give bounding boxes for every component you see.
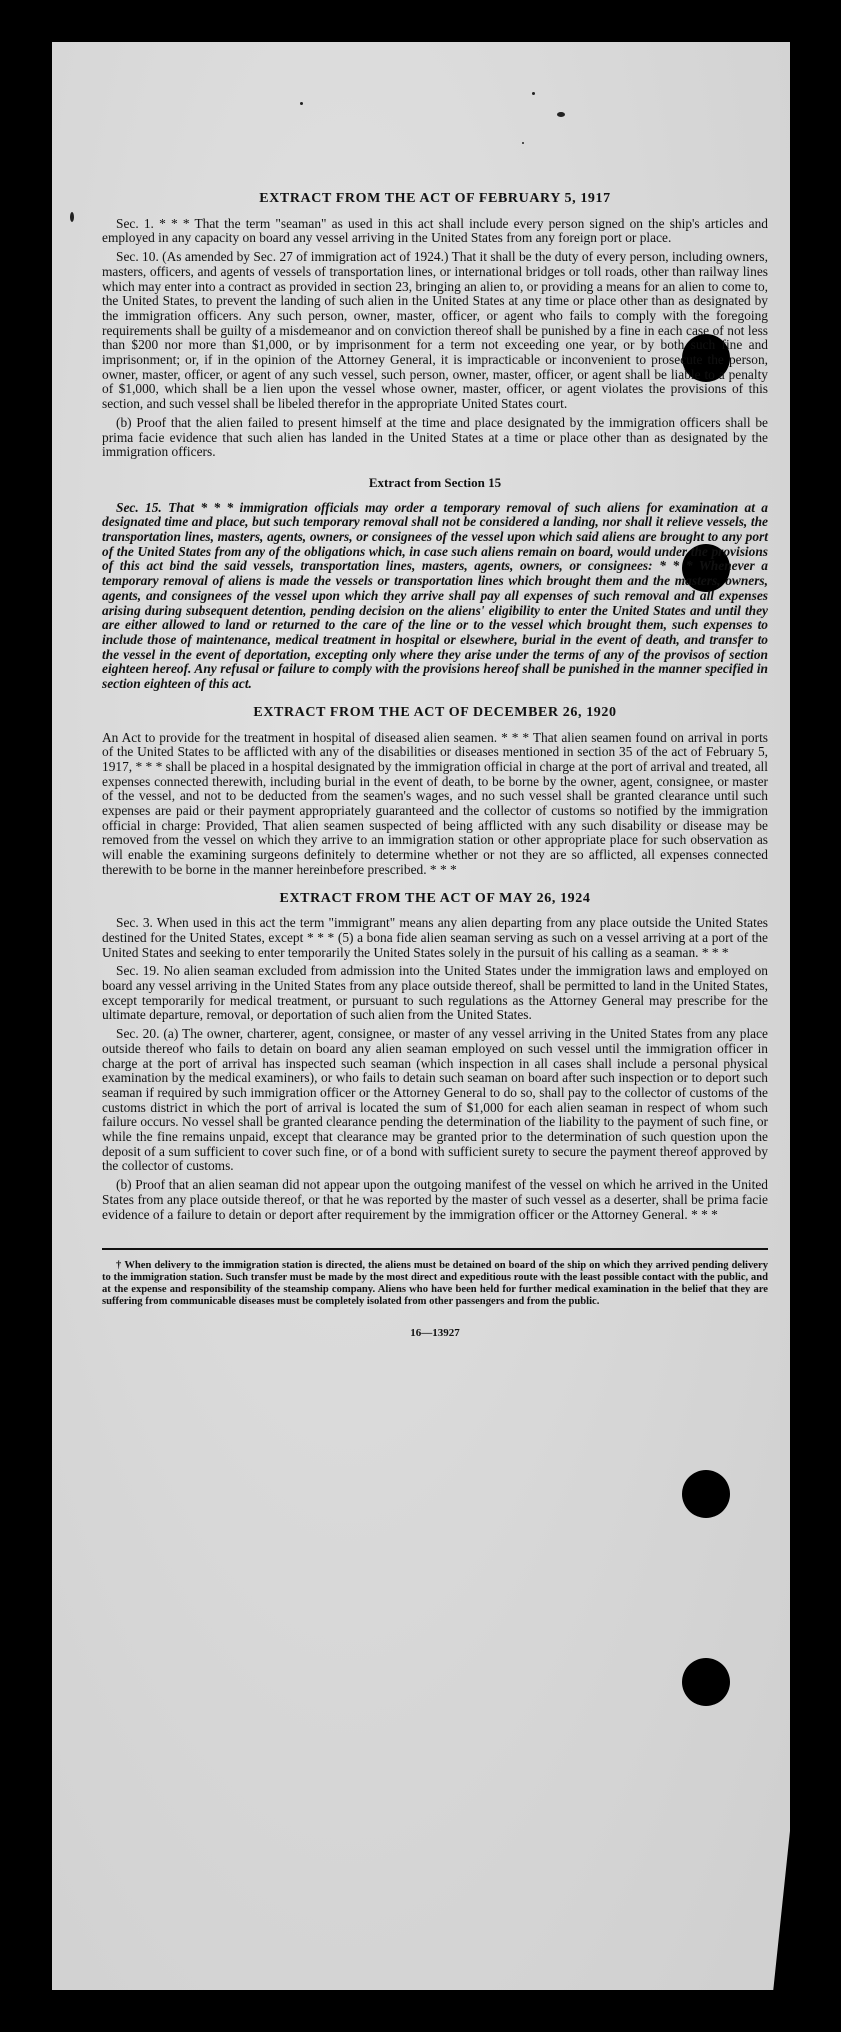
heading-act-1924: EXTRACT FROM THE ACT OF MAY 26, 1924 [279, 890, 591, 906]
sec-20b-text: (b) Proof that an alien seaman did not appear upon the outgoing manifest of the vessel on which he arrived in the United States from any place outside thereof, or that he was reported by the master of such vessel as a deserter, shall be prima facie evidence of a failure to detain or deport after requirement by the immigration officer or the Attorney General. * * * [102, 1177, 768, 1222]
act-1920-text: An Act to provide for the treatment in hospital of diseased alien seamen. * * * That alien seamen found on arrival in ports of the United States to be afflicted with any of the disabilities or diseases mentioned in section 35 of the act of February 5, 1917, * * * shall be placed in a hospital designated by the immigration official in charge at the port of arrival and treated, all expenses connected therewith, including burial in the event of death, to be borne by the owner, agent, consignee, or master of the vessel, and not to be deducted from the seamen's wages, and no such vessel shall be granted clearance until such expenses are paid or their payment appropriately guaranteed and the collector of customs so notified by the immigration official in charge: Provided, That alien seamen suspected of being afflicted with any such disability or disease may be removed from the vessel on which they arrive to an immigration station or other appropriate place for such observation as will enable the examining surgeons definitely to determine whether or not they are so afflicted, all expenses connected therewith to be borne in the manner hereinbefore prescribed. * * * [102, 729, 768, 877]
subheading-section-15: Extract from Section 15 [368, 474, 502, 490]
section-15-paragraph [102, 501, 768, 692]
punch-hole [682, 1658, 730, 1706]
sec-20a-text: Sec. 20. (a) The owner, charterer, agent, consignee, or master of any vessel arriving in the United States from any place outside thereof who fails to detain on board any alien seaman employed on such vessel until the immigration officer in charge at the port of arrival has inspected such seaman (which inspection in all cases shall include a personal physical examination by the medical examiners), or who fails to detain such seaman on board after such inspection or to deport such seaman if required by such immigration officer or the Attorney General to do so, shall pay to the collector of customs of the customs district in which the port of arrival is located the sum of $1,000 for each alien seaman in respect of whom such failure occurs. No vessel shall be granted clearance pending the determination of the liability to the payment of such fine, or while the fine remains unpaid, except that clearance may be granted prior to the determination of such question upon the deposit of a sum sufficient to cover such fine, or of a bond with sufficient surety to secure the payment thereof approved by the collector of customs. [102, 1026, 768, 1174]
sec-10-text: Sec. 10. (As amended by Sec. 27 of immigration act of 1924.) That it shall be the duty of every person, including owners, masters, officers, and agents of vessels of transportation lines, or international bridges or toll roads, other than railway lines which may enter into a contract as provided in section 23, bringing an alien to, or providing a means for an alien to come to, the United States, to prevent the landing of such alien in the United States at any time or place other than as designated by the immigration officers. Any such person, owner, master, officer, or agent who fails to comply with the foregoing requirements shall be guilty of a misdemeanor and on conviction thereof shall be punished by a fine in each case of not less than $200 nor more than $1,000, or by imprisonment for a term not exceeding one year, or by both such fine and imprisonment; or, if in the opinion of the Attorney General, it is impracticable or inconvenient to prosecute the person, owner, master, officer, or agent of any such vessel, such person, owner, master, officer, or agent shall be liable to a penalty of $1,000, which shall be a lien upon the vessel whose owner, master, officer, or agent violates the provisions of this section, and such vessel shall be libeled therefor in the appropriate United States court. [102, 249, 768, 412]
heading-act-1920: EXTRACT FROM THE ACT OF DECEMBER 26, 1920 [253, 704, 617, 720]
section-20b-paragraph [102, 1178, 768, 1222]
sec-15-text: Sec. 15. That * * * immigration officials may order a temporary removal of such aliens for examination at a designated time and place, but such temporary removal shall not be considered a landing, nor shall it relieve vessels, the transportation lines, masters, agents, owners, or consignees of the vessel upon which said aliens are brought to any port of the United States from any of the obligations which, in case such aliens remain on board, would under the provisions of this act bind the said vessels, transportation lines, masters, agents, owners, or consignees: * * * Whenever a temporary removal of aliens is made the vessels or transportation lines which brought them and the masters, owners, agents, and consignees of the vessel upon which they arrive shall pay all expenses of such removal and all expenses arising during subsequent detention, pending decision on the aliens' eligibility to enter the United States and until they are either allowed to land or returned to the care of the line or to the vessel which brought them, such expenses to include those of maintenance, medical treatment in hospital or elsewhere, burial in the event of death, and transfer to the vessel in the event of deportation, excepting only where they arise under the terms of any of the provisos of section eighteen hereof. Any refusal or failure to comply with the provisions hereof shall be punished in the manner specified in section eighteen of this act. [102, 499, 768, 692]
section-10b-paragraph [102, 416, 768, 460]
section-3-paragraph [102, 916, 768, 960]
dust-speck [557, 112, 565, 117]
footnote [102, 1260, 768, 1308]
form-number: 16—13927 [410, 1327, 460, 1340]
dust-speck [522, 142, 524, 144]
document-page [52, 42, 790, 1990]
document-body [102, 192, 768, 1341]
act-1920-paragraph [102, 731, 768, 878]
sec-3-text: Sec. 3. When used in this act the term "immigrant" means any alien departing from any place outside the United States destined for the United States, except * * * (5) a bona fide alien seaman serving as such on a vessel arriving at a port of the United States and seeking to enter temporarily the United States solely in the pursuit of his calling as a seaman. * * * [102, 915, 768, 960]
sec-10b-text: (b) Proof that the alien failed to present himself at the time and place designated by the immigration officers shall be prima facie evidence that such alien has landed in the United States at a time or place other than as designated by the immigration officers. [102, 414, 768, 460]
torn-edge [769, 1782, 790, 1990]
punch-hole [682, 1470, 730, 1518]
section-19-paragraph [102, 964, 768, 1023]
sec-1-text: Sec. 1. * * * That the term "seaman" as used in this act shall include every person signed on the ship's articles and employed in any capacity on board any vessel arriving in the United States from any foreign port or place. [102, 215, 768, 246]
sec-19-text: Sec. 19. No alien seaman excluded from admission into the United States under the immigration laws and employed on board any vessel arriving in the United States from any place outside thereof, shall be permitted to land in the United States, except temporarily for medical treatment, or pursuant to such regulations as the Attorney General may prescribe for the ultimate departure, removal, or deportation of such alien from the United States. [102, 963, 768, 1023]
dust-speck [300, 102, 303, 105]
section-20a-paragraph [102, 1027, 768, 1174]
dust-speck [70, 212, 74, 222]
footnote-divider [102, 1248, 768, 1250]
footnote-text: † When delivery to the immigration station is directed, the aliens must be detained on board of the ship on which they arrived pending delivery to the immigration station. Such transfer must be made by the most direct and expeditious route with the least possible contact with the public, and at the expense and responsibility of the steamship company. Aliens who have been held for further medical examination in the belief that they are suffering from communicable diseases must be completely isolated from other passengers and from the public. [102, 1260, 768, 1308]
section-10-paragraph [102, 250, 768, 412]
section-1-paragraph [102, 217, 768, 246]
heading-act-1917: EXTRACT FROM THE ACT OF FEBRUARY 5, 1917 [259, 191, 611, 206]
dust-speck [532, 92, 535, 95]
